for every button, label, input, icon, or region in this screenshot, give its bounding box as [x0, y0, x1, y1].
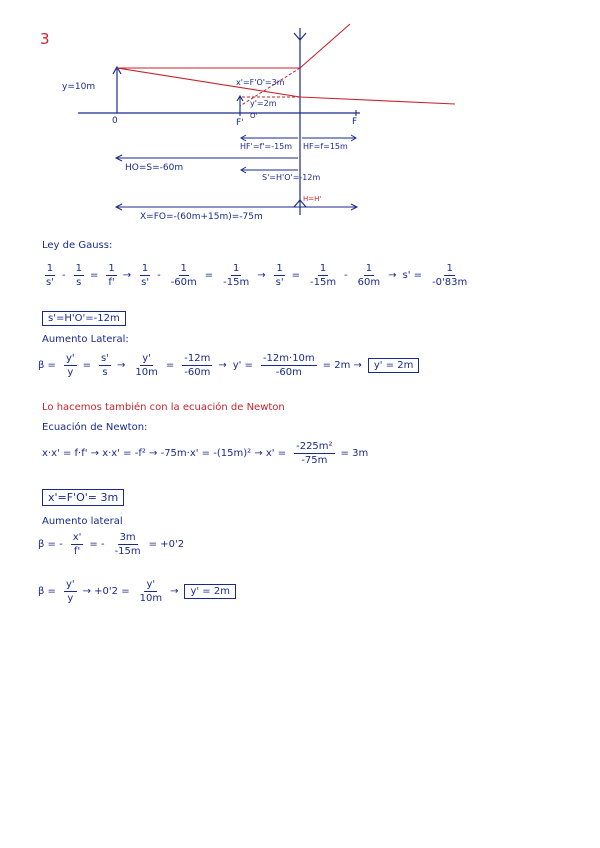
lateral2-fraction: $\frac{x'}{f'}$	[72, 532, 82, 557]
gauss-term: →	[388, 270, 397, 281]
final-fraction: $\frac{y'}{10m}$	[139, 579, 163, 604]
gauss-fraction: $\frac{1}{s}$	[75, 263, 82, 288]
gauss-term: →	[122, 270, 132, 281]
gauss-term: s' =	[402, 270, 423, 281]
page-number: 3	[40, 30, 50, 48]
lateral1-term: β =	[38, 360, 56, 371]
gauss-term: -	[157, 270, 161, 281]
final-term: → +0'2 =	[82, 586, 130, 597]
lateral1-term: = 2m →	[322, 360, 362, 371]
lateral-equation-2	[38, 531, 190, 558]
hf-label: HF=f=15m	[303, 142, 348, 151]
gauss-fraction: $\frac{1}{s'}$	[46, 263, 54, 288]
lateral1-term: →	[218, 360, 227, 371]
gauss-term: -	[61, 270, 66, 281]
image-y-label: y'=2m	[250, 99, 277, 108]
lateral2-fraction: $\frac{3m}{-15m}$	[114, 532, 141, 557]
gauss-fraction: $\frac{1}{s'}$	[141, 263, 150, 288]
gauss-title: Ley de Gauss:	[42, 240, 113, 251]
lateral1-fraction: $\frac{-12m}{-60m}$	[184, 353, 211, 378]
lateral2-term: = +0'2	[148, 539, 185, 550]
gauss-fraction: $\frac{1}{f'}$	[108, 263, 115, 288]
gauss-term: =	[89, 270, 99, 281]
h-label: H=H'	[303, 195, 322, 203]
lateral1-fraction: $\frac{-12m\cdot 10m}{-60m}$	[262, 353, 315, 378]
gauss-term: =	[291, 270, 300, 281]
lateral1-fraction: $\frac{y'}{y}$	[65, 353, 75, 378]
gauss-equation	[42, 262, 475, 289]
lateral1-term: →	[116, 360, 126, 371]
final-equation	[38, 578, 242, 605]
gauss-fraction: $\frac{1}{-60m}$	[170, 263, 197, 288]
s-prime-label: S'=H'O'=-12m	[262, 173, 321, 182]
image-x-label: x'=F'O'=3m	[236, 78, 285, 87]
f-prime-label: F'	[236, 118, 244, 128]
gauss-fraction: $\frac{1}{-15m}$	[309, 263, 337, 288]
gauss-fraction: $\frac{1}{-15m}$	[223, 263, 250, 288]
newton-term: = 3m	[340, 448, 369, 459]
gauss-fraction: $\frac{1}{60m}$	[357, 263, 381, 288]
gauss-term: →	[257, 270, 266, 281]
lateral2-term: β = -	[38, 539, 63, 550]
newton-note: Lo hacemos también con la ecuación de Newton	[42, 402, 285, 413]
lateral2-term: = -	[89, 539, 105, 550]
newton-title: Ecuación de Newton:	[42, 422, 148, 433]
final-term: →	[170, 586, 179, 597]
gauss-fraction: $\frac{1}{-0'83m}$	[432, 263, 468, 288]
box-x-prime: x'=F'O'= 3m	[42, 489, 124, 506]
lateral-equation-1	[38, 352, 425, 379]
lateral-title-2: Aumento lateral	[42, 516, 123, 527]
lateral1-term: =	[165, 360, 175, 371]
o-prime-label: O'	[250, 112, 258, 120]
lateral1-term: y' =	[232, 360, 253, 371]
gauss-fraction: $\frac{1}{s'}$	[275, 263, 284, 288]
lateral-title-1: Aumento Lateral:	[42, 334, 129, 345]
ray-diagram	[0, 0, 600, 230]
box-s-prime: s'=H'O'=-12m	[42, 311, 126, 326]
newton-fraction: $\frac{\text{-225m²}}{-75m}$	[296, 441, 333, 466]
f-label: F	[352, 117, 358, 127]
final-term: β =	[38, 586, 56, 597]
hf-prime-label: HF'=f'=-15m	[240, 142, 293, 151]
lateral1-fraction: $\frac{y'}{10m}$	[135, 353, 158, 378]
ray-refracted-up	[300, 24, 350, 68]
final-result: y' = 2m	[184, 584, 236, 599]
y-label: y=10m	[62, 82, 96, 92]
ho-label: HO=S=-60m	[125, 163, 184, 173]
x-total-label: X=FO=-(60m+15m)=-75m	[140, 212, 263, 222]
gauss-term: -	[344, 270, 348, 281]
lateral1-result: y' = 2m	[368, 358, 420, 373]
newton-term: x·x' = f·f' → x·x' = -f² → -75m·x' = -(15m)² → x' =	[42, 448, 287, 459]
origin-label: 0	[112, 116, 118, 126]
ray-parallel-out	[300, 97, 455, 104]
final-fraction: $\frac{y'}{y}$	[65, 579, 75, 604]
lateral1-fraction: $\frac{s'}{s}$	[101, 353, 109, 378]
lateral1-term: =	[82, 360, 92, 371]
newton-equation	[42, 440, 374, 467]
gauss-term: =	[204, 270, 214, 281]
